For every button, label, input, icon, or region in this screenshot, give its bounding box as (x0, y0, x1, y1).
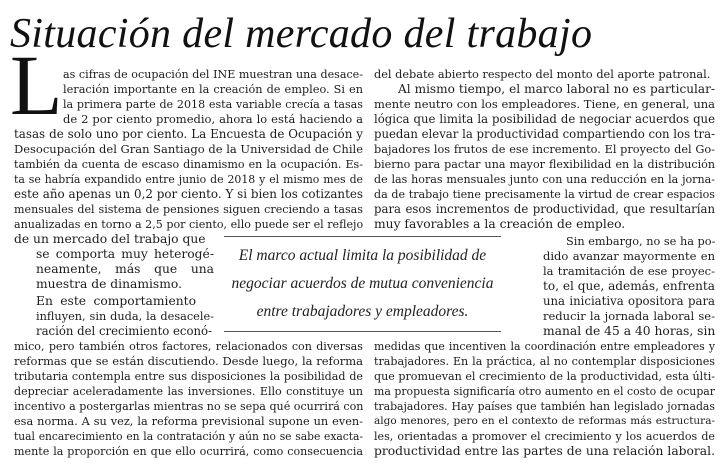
text-line: muestra de dinamismo. (36, 277, 183, 291)
text-line: de un mercado del trabajo que (14, 232, 206, 246)
pull-quote-text: El marco actual limita la posibilidad de negociar acuerdos de mutua conveniencia entre trabajadores y empleadores. (231, 247, 494, 320)
article-title: Situación del mercado del trabajo (10, 11, 593, 57)
text-line: trabajadores. Hay países que también han legislado jornadas (374, 400, 715, 413)
text-line: influyen, sin duda, la desacele- (36, 310, 214, 323)
text-line: anualizadas en torno a 2,5 por ciento, ello puede ser el reflejo (14, 218, 363, 231)
text-line: una iniciativa opositora para (543, 294, 715, 308)
text-line: este año apenas un 0,2 por ciento. Y si bien los cotizantes (14, 187, 363, 201)
text-line: mente neutro con los empleadores. Tiene, en general, una (374, 97, 715, 111)
text-line: productividad entre las partes de una relación laboral. (374, 444, 715, 458)
pull-quote (224, 236, 501, 332)
text-line: del debate abierto respecto del monto del aporte patronal. (374, 68, 711, 81)
text-line: to, el que, además, enfrenta (543, 279, 715, 293)
text-line: tual encarecimiento en la contratación y aún no se sabe exacta- (14, 430, 363, 443)
text-line: leración importante en la creación de empleo. Si en (63, 83, 363, 96)
text-line: la primera parte de 2018 esta variable crecía a tasas (63, 98, 363, 111)
text-line: la tramitación de ese proyec- (543, 264, 715, 278)
text-line: algo menores, pero en el contexto de reformas más estructura- (374, 415, 715, 427)
text-line: mensuales del sistema de pensiones siguen creciendo a tasas (14, 203, 363, 216)
text-line: depreciar aceleradamente las inversiones. Ello constituye un (14, 385, 363, 398)
text-line: ta se habría expandido entre junio de 2018 y el mismo mes de (14, 173, 363, 186)
text-line: medidas que incentiven la coordinación entre empleadores y (374, 340, 715, 353)
text-line: también da cuenta de escaso dinamismo en la ocupación. Es- (14, 158, 363, 171)
text-line: de 2 por ciento promedio, ahora lo está haciendo a (63, 112, 363, 126)
text-line: trabajadores. En la práctica, al no contemplar disposiciones (374, 355, 715, 368)
text-line: incentivo a postergarlas mientras no se sepa qué ocurrirá con (14, 400, 363, 413)
text-line: En este comportamiento (36, 294, 196, 308)
text-line: bierno para pactar una mayor flexibilidad en la distribución (374, 158, 715, 171)
text-line: manal de 45 a 40 horas, sin (543, 324, 715, 338)
text-line: muy favorables a la creación de empleo. (374, 217, 626, 231)
text-line: que promuevan el crecimiento de la productividad, esta últi- (374, 370, 715, 383)
drop-cap: L (10, 37, 63, 133)
text-line: Sin embargo, no se ha po- (566, 235, 715, 248)
text-line: esa norma. A su vez, la reforma previsional supone un even- (14, 415, 363, 428)
text-line: reformas que se están discutiendo. Desde luego, la reforma (14, 354, 363, 368)
text-line: les, orientadas a promover el crecimiento y los acuerdos de (374, 430, 715, 443)
text-line: ración del crecimiento econó- (36, 324, 213, 338)
text-line: tributaria contempla entre sus disposiciones la posibilidad de (14, 370, 363, 383)
text-line: as cifras de ocupación del INE muestran una desace- (63, 68, 363, 81)
text-line: se comporta muy heterogé- (36, 247, 214, 261)
text-line: reducir la jornada laboral se- (543, 309, 715, 323)
text-line: para esos incrementos de productividad, que resultarían (374, 202, 715, 216)
text-line: dido avanzar mayormente en (543, 249, 715, 263)
text-line: Al mismo tiempo, el marco laboral no es particular- (398, 82, 715, 96)
text-line: mente la proporción en que ello ocurrirá, como consecuencia (14, 445, 363, 458)
text-line: ma propuesta significaría otro aumento en el costo de ocupar (374, 385, 715, 398)
text-line: tasas de solo uno por ciento. La Encuesta de Ocupación y (14, 127, 363, 141)
text-line: da de trabajo tiene precisamente la virtud de crear espacios (374, 188, 715, 201)
text-line: neamente, más que una (36, 262, 214, 276)
text-line: lógica que limita la posibilidad de negociar acuerdos que (374, 112, 715, 126)
text-line: bajadores los frutos de ese incremento. El proyecto del Go- (374, 143, 715, 156)
text-line: de las horas mensuales junto con una reducción en la jorna- (374, 173, 715, 186)
text-line: mico, pero también otros factores, relacionados con diversas (14, 340, 363, 353)
text-line: Desocupación del Gran Santiago de la Universidad de Chile (14, 142, 363, 156)
text-line: puedan elevar la productividad compartiendo con los tra- (374, 127, 715, 141)
